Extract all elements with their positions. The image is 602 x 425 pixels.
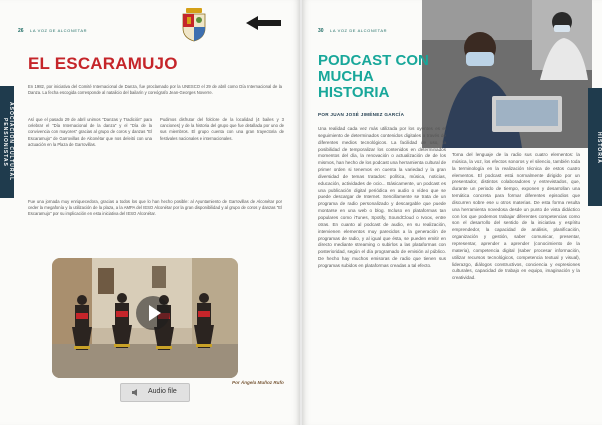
publication-name: LA VOZ DE ALCONETAR <box>30 28 88 33</box>
page-number: 30 <box>318 28 324 34</box>
section-label: ASOCIACIÓN CULTURAL PENSIONISTAS <box>2 102 14 182</box>
play-button[interactable] <box>136 296 170 330</box>
photo-caption: Por Ángela Muñoz Rufo <box>232 380 284 385</box>
audio-file-label: Audio file <box>148 388 177 395</box>
audio-file-icon <box>131 388 140 397</box>
article-title: EL ESCARAMUJO <box>28 54 178 73</box>
arrow-left-icon[interactable] <box>244 14 284 32</box>
section-label: HISTORIA <box>596 132 602 164</box>
column-1-paragraph: Así que el pasado 29 de abril unimos "Danzas y Tradición" para celebrar el "Día Internacional de la danza" y el "Día de la convivencia con mayores" gracias al grupo de coros y danzas "El Escaramujo" de Garrovillas de Alconétar que nos deleitó con una actuación en la Plaza de Garrovillas. <box>28 117 152 147</box>
article-title: PODCAST CON MUCHA HISTORIA <box>318 52 429 101</box>
section-band <box>588 88 602 206</box>
publication-name: LA VOZ DE ALCONETAR <box>330 28 388 33</box>
right-page <box>302 0 602 425</box>
column-1-paragraph: Una realidad cada vez más utilizada por los oyentes es el seguimiento de determinados contenidos digitales a través de diferentes medios tecnológicos. La facilidad de uso, la posibilidad de temporalizar los contenidos en determinados momentos del día, la renovación o actualización de de los mismos, han hecho de los podcast una herramienta cultural de primer orden si tenemos en cuenta la variedad y la gran diversidad de temas tratados: política, música, noticias, educación, actividades de ocio... Básicamente, un podcast es una publicación digital periódica en audio o vídeo que se puede descargar de Internet. Sencillamente se trata de un programa de radio personalizado y descargable que puede montarse en una web o blog. Incluso en plataformas tan populares como iTunes, Spotify, SoundCloud o Ivoox, entre otras. En cuanto al podcast de audio, en su realización, intervienen elementos muy parecidos a la generación de programas de radio, y al igual que ésta, se pueden emitir en directo mediante streaming o subirlos a las plataformas con posterioridad, según el día programado de emisión al público. De hecho hay muchos emisoras de radio que tienen sus programas subidos en plataformas creadas a tal efecto. <box>318 126 446 268</box>
left-page <box>0 0 300 425</box>
page-number: 26 <box>18 28 24 34</box>
play-icon <box>136 296 170 330</box>
audio-file-button[interactable] <box>120 383 190 402</box>
column-2-paragraph: Toma del lenguaje de la radio sus cuatro elementos: la música, la voz, los efectos sonoros y el silencio, también toda la terminología en la realización técnica de estos cuatro elementos. El podcast está normalmente dirigido por un presentador, distintos colaboradores y entrevistados, que, durante un periodo de tiempo, exponen y desarrollan una temática concreta para formar diferentes episodios que discurren sobre ese u otros materias. De esta forma resulta una herramienta novedosa desde un punto de vista didáctico con los que podemos trabajar diferentes competencias como son el desarrollo del sentido de la iniciativa y espíritu emprendedor, la capacidad de análisis, planificación, organización y gestión, saber comunicar, presentar, representar, aprender a aprender (conocimiento de la materia), competencia digital (saber procesar información, utilizar recursos tecnológicos, competencia textual y visual), liderazgo, diálogos constructivos, conciencia y expresiones culturales, capacidad de trabajo en equipo, imaginación y la creatividad. <box>452 152 580 281</box>
section-band <box>0 86 14 198</box>
closing-paragraph: Fue una jornada muy enriquecedora, gracias a todos los que lo han hecho posible: al Ayuntamiento de Garrovillas de Alconétar por ceder la megafonía y la utilización de la plaza, a la AMPA del IESO Alconétar por la gran disponibilidad y al grupo de coros y danzas "El Escaramujo" por su implicación en esta iniciativa del IESO Alconétar. <box>28 199 282 217</box>
byline: POR JUAN JOSÉ JIMÉNEZ GARCÍA <box>318 112 405 117</box>
intro-paragraph: En 1982, por iniciativa del Comité Internacional de Danza, fue proclamado por la UNESCO el 29 de abril como Día Internacional de la Danza. La fecha escogida corresponde al natalicio del bailarín y coreógrafo Jean-Georges Noverre. <box>28 84 282 96</box>
town-crest-icon <box>180 6 208 42</box>
column-2-paragraph: Pudimos disfrutar del folclore de la localidad (4 bailes y 3 canciones) y de la historia del grupo que fue detallada por uno de sus miembros. El grupo cuenta con una gran trayectoria de festivales nacionales e internacionales. <box>160 117 284 141</box>
